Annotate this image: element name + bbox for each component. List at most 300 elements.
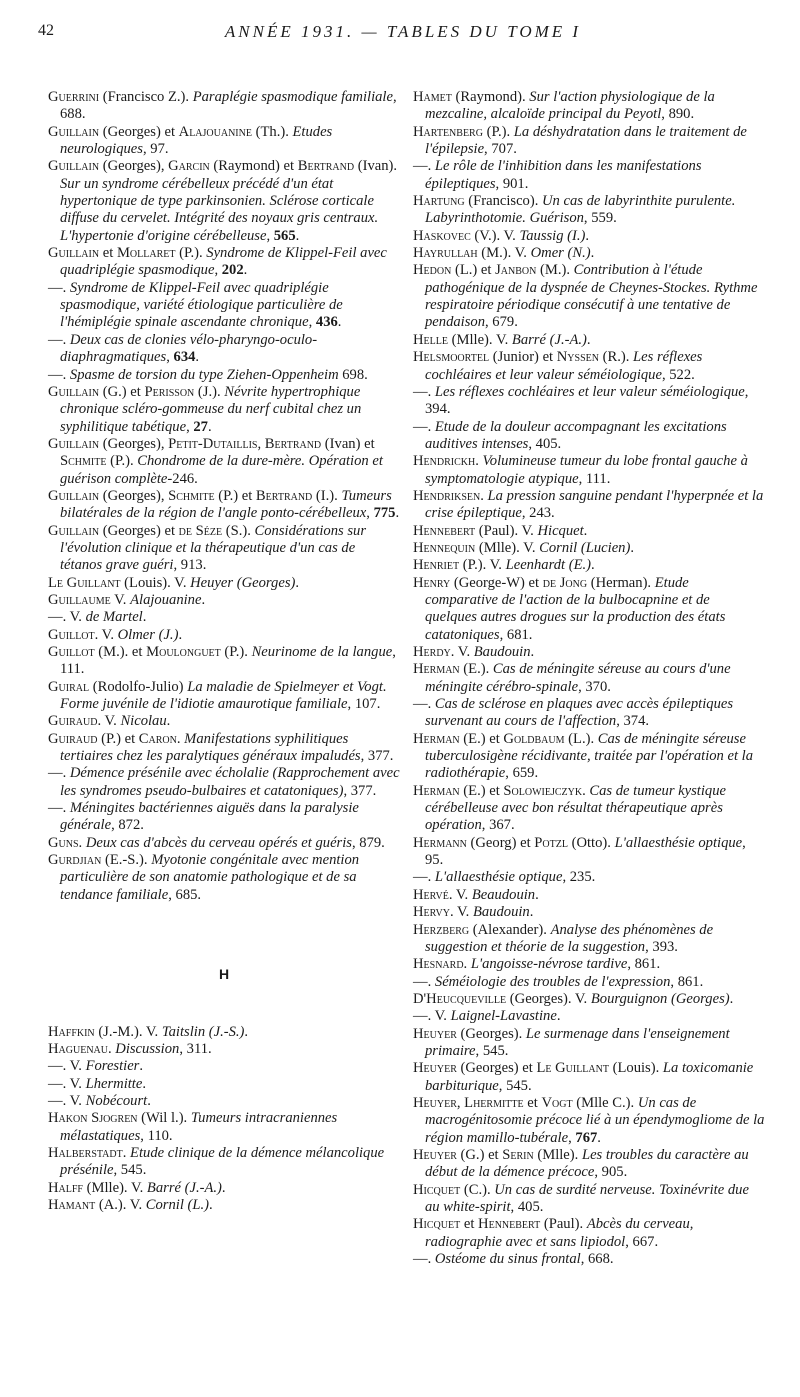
entry-author: Hesnard xyxy=(413,956,464,973)
index-entry xyxy=(48,609,400,626)
index-entry xyxy=(48,158,400,245)
entry-text: (Ivan) et xyxy=(321,435,375,452)
entry-text: , 394. xyxy=(425,383,749,418)
entry-text: . xyxy=(107,1040,116,1057)
entry-title: Discussion xyxy=(115,1040,180,1057)
index-entry xyxy=(413,1216,765,1251)
entry-author: Hendriksen xyxy=(413,487,481,504)
entry-title: Taitslin (J.-S.) xyxy=(161,1023,245,1040)
entry-author: Heuyer xyxy=(413,1094,457,1111)
entry-title: Etudes neurologiques xyxy=(60,123,333,158)
entry-title: Laignel-Lavastine xyxy=(450,1008,557,1025)
entry-title: Cas de sclérose en plaques avec accès épileptiques survenant au cours de l'affection xyxy=(425,696,734,730)
entry-text: et xyxy=(460,1216,479,1233)
entry-text: , 377. xyxy=(360,748,394,765)
entry-text: . xyxy=(201,591,206,608)
entry-title: Volumineuse tumeur du lobe frontal gauche à symptomatologie atypique xyxy=(425,453,748,487)
entry-text: (P.). xyxy=(482,123,514,140)
index-entry xyxy=(48,1058,400,1075)
entry-text: . xyxy=(463,956,471,973)
entry-author: Heuyer xyxy=(413,1060,457,1077)
entry-text: , 872. xyxy=(111,817,144,834)
entry-text: . xyxy=(590,245,595,262)
index-entry xyxy=(48,436,400,488)
entry-text: (E.) et xyxy=(459,730,504,747)
entry-text: . xyxy=(221,1179,226,1196)
entry-text: (Mlle). V. xyxy=(475,539,540,556)
entry-title: Alajouanine xyxy=(130,591,202,608)
entry-author: Gurdjian xyxy=(48,852,102,869)
entry-title: Cornil (Lucien) xyxy=(539,539,631,556)
entry-text: , 707. xyxy=(484,141,517,158)
index-entry xyxy=(413,453,765,488)
entry-author: Goldbaum xyxy=(503,730,565,747)
entry-text: (P.). xyxy=(220,644,252,660)
entry-text: (P.). V. xyxy=(459,557,506,574)
entry-text: (Georg) et xyxy=(466,834,535,851)
entry-text: . xyxy=(535,886,539,903)
entry-text: , 913. xyxy=(173,557,207,574)
entry-text: . xyxy=(243,262,248,279)
entry-title: Cornil (L.) xyxy=(145,1196,210,1213)
index-entry xyxy=(413,731,765,783)
entry-text: —. xyxy=(413,158,435,175)
entry-text: , 367. xyxy=(481,817,515,834)
entry-text: , xyxy=(568,1129,576,1146)
entry-title: L'allaesthésie optique xyxy=(614,834,743,851)
index-entry xyxy=(413,956,765,973)
entry-author: Guillain xyxy=(48,383,100,400)
entry-author: Hicquet xyxy=(413,1181,461,1198)
entry-text: . xyxy=(295,227,300,244)
index-entry xyxy=(413,1095,765,1147)
entry-page-bold: 27 xyxy=(193,418,208,435)
entry-text: , 235. xyxy=(562,869,596,886)
entry-text: , 393. xyxy=(645,938,678,955)
entry-text: (Georges), xyxy=(99,158,169,175)
entry-text: (P.). xyxy=(175,245,207,262)
entry-text: , xyxy=(366,505,374,522)
entry-title: Abcès du cerveau, radiographie avec et sans lipiodol xyxy=(425,1216,694,1250)
entry-page-bold: 634 xyxy=(173,349,196,366)
entry-title: La pression sanguine pendant l'hyperpnée et la crise épileptique xyxy=(425,487,764,522)
entry-text: . xyxy=(530,644,535,660)
index-entry xyxy=(48,575,400,592)
entry-title: Deux cas de clonies vélo-pharyngo-oculo-diaphragmatiques xyxy=(60,331,318,366)
entry-author: Bertrand xyxy=(255,487,313,504)
entry-page-bold: 436 xyxy=(315,314,338,331)
entry-text: (Th.). xyxy=(251,123,293,140)
index-entry xyxy=(48,280,400,332)
entry-text: , 545. xyxy=(113,1162,147,1179)
entry-text: (Otto). xyxy=(567,834,615,851)
entry-text: , 559. xyxy=(583,210,617,227)
entry-text: , 668. xyxy=(580,1251,614,1268)
index-entry xyxy=(48,1041,400,1058)
index-entry xyxy=(413,193,765,228)
entry-author: Herman xyxy=(413,661,460,678)
entry-text: , 901. xyxy=(495,175,529,192)
entry-text: , 374. xyxy=(616,713,650,730)
entry-text: . xyxy=(729,990,734,1007)
entry-title: Heuyer (Georges) xyxy=(190,574,296,591)
entry-author: Le Guillant xyxy=(536,1060,609,1077)
index-entry xyxy=(413,696,765,731)
entry-text: (A.). V. xyxy=(95,1196,146,1213)
entry-title: Olmer (J.) xyxy=(117,626,179,643)
entry-author: Janbon xyxy=(495,262,537,279)
entry-title: Deux cas d'abcès du cerveau opérés et guéris xyxy=(85,834,352,851)
entry-text: . xyxy=(630,539,634,556)
entry-author: Guillaume xyxy=(48,591,111,608)
entry-author: de Séze xyxy=(178,522,223,539)
index-entry xyxy=(413,228,765,245)
index-entry xyxy=(413,1147,765,1182)
index-entry xyxy=(413,887,765,904)
entry-page-bold: 775 xyxy=(373,505,396,522)
index-entry xyxy=(413,835,765,870)
page-number: 42 xyxy=(38,22,54,39)
entry-text: . xyxy=(295,574,300,591)
entry-author: Petit-Dutaillis xyxy=(168,435,258,452)
entry-text: —. xyxy=(48,765,70,782)
entry-author: Guillain xyxy=(48,245,100,262)
entry-title: Considérations sur l'évolution clinique et la thérapeutique d'un cas de tétanos grave guéri xyxy=(60,522,367,574)
entry-title: La toxicomanie barbiturique xyxy=(425,1060,754,1094)
entry-text: (Georges). xyxy=(456,1025,526,1042)
entry-author: Herzberg xyxy=(413,921,470,938)
index-entry xyxy=(48,1145,400,1180)
entry-text: (R.). xyxy=(598,349,634,366)
entry-author: Lhermitte xyxy=(464,1094,524,1111)
entry-text: , 879. xyxy=(351,834,385,851)
entry-text: . xyxy=(475,453,483,470)
entry-author: Hartung xyxy=(413,193,465,210)
entry-author: Hamant xyxy=(48,1196,96,1213)
entry-title: Ostéome du sinus frontal xyxy=(434,1251,581,1268)
entry-title: Sur un syndrome cérébelleux précédé d'un état hypertonique de type parkinsonien. Sclérose corticale diffuse du cervelet. Intégrité des noyaux gris centraux. L'hypertonie d'origine cérébelleuse xyxy=(60,175,379,244)
entry-author: Perisson xyxy=(144,383,195,400)
entry-text: , 688. xyxy=(60,89,397,123)
entry-title: Un cas de labyrinthite purulente. Labyrinthotomie. Guérison xyxy=(425,193,736,227)
entry-title: Séméiologie des troubles de l'expression xyxy=(434,973,671,990)
index-entry xyxy=(413,661,765,696)
entry-title: Omer (N.) xyxy=(530,245,591,262)
entry-text: , 545. xyxy=(498,1077,532,1094)
index-entry xyxy=(48,332,400,367)
entry-text: . xyxy=(583,522,588,539)
entry-text: (M.). V. xyxy=(477,245,531,262)
entry-text: . xyxy=(244,1023,249,1040)
entry-text: . xyxy=(591,557,595,574)
entry-text: , 685. xyxy=(168,886,202,903)
index-entry xyxy=(48,1093,400,1110)
entry-author: Guillain xyxy=(48,158,100,175)
entry-author: Hennebert xyxy=(413,522,476,539)
entry-author: Henriet xyxy=(413,557,460,574)
entry-title: Le surmenage dans l'enseignement primaire xyxy=(425,1025,730,1059)
entry-text: (Junior) et xyxy=(489,349,557,366)
entry-text: . xyxy=(166,713,171,730)
entry-text: (Francisco). xyxy=(464,193,543,210)
entry-text: . V. xyxy=(97,713,121,730)
index-entry xyxy=(413,922,765,957)
entry-text: (Raymond). xyxy=(451,89,530,105)
entry-text: , 95. xyxy=(425,834,746,869)
entry-author: Guerrini xyxy=(48,89,100,105)
entry-title: Etude de la douleur accompagnant les excitations auditives intenses xyxy=(425,418,727,452)
entry-text: (L.) et xyxy=(451,262,496,279)
entry-text: . xyxy=(142,609,147,626)
entry-text: , 890. xyxy=(661,106,695,123)
entry-text: (S.). xyxy=(222,522,255,539)
entry-author: Hicquet xyxy=(413,1216,461,1233)
entry-text: , 659. xyxy=(505,765,539,782)
entry-text: , 405. xyxy=(510,1199,544,1215)
entry-title: Lhermitte xyxy=(85,1075,143,1092)
entry-author: Hartenberg xyxy=(413,123,483,140)
entry-text: . xyxy=(337,314,342,331)
entry-title: L'angoisse-névrose tardive xyxy=(470,956,628,973)
entry-title: Bourguignon (Georges) xyxy=(590,990,730,1007)
entry-text: (Raymond) et xyxy=(209,158,298,175)
entry-author: Haguenau xyxy=(48,1040,108,1057)
entry-text: (G.) et xyxy=(99,383,145,400)
entry-author: D'Heucqueville xyxy=(413,990,507,1007)
index-entry xyxy=(413,1026,765,1061)
entry-author: Hakon Sjogren xyxy=(48,1110,138,1127)
entry-text: —. V. xyxy=(48,609,86,626)
entry-author: Guillot xyxy=(48,644,95,660)
entry-text: —. xyxy=(413,869,435,886)
entry-text: , 97. xyxy=(142,141,169,158)
entry-text: —. xyxy=(413,383,435,400)
entry-title: Les troubles du caractère au début de la démence précoce xyxy=(425,1146,749,1181)
index-entry xyxy=(48,1180,400,1197)
entry-text: . xyxy=(529,904,534,921)
index-entry xyxy=(413,991,765,1008)
entry-title: Syndrome de Klippel-Feil avec quadriplégie spasmodique, variété étiologique particulière de l'hémiplégie spinale ascendante chronique xyxy=(60,279,343,331)
entry-text: , xyxy=(186,418,194,435)
entries-h xyxy=(48,1024,400,1215)
entry-title: Myotonie congénitale avec mention particulière de son anatomie pathologique et de sa tendance familiale xyxy=(60,852,360,903)
entry-author: Caron xyxy=(138,730,177,747)
entry-text: . xyxy=(207,418,212,435)
index-entry xyxy=(48,592,400,609)
entry-text: —. xyxy=(48,366,70,383)
entry-author: Helsmoortel xyxy=(413,349,490,366)
entry-author: Guillain xyxy=(48,522,100,539)
entry-author: Vogt xyxy=(541,1094,573,1111)
entry-text: . xyxy=(556,1008,561,1025)
entry-text: , 107. xyxy=(347,696,381,713)
index-entry xyxy=(48,1024,400,1041)
entry-title: Barré (J.-A.) xyxy=(146,1179,222,1196)
entry-page-bold: 202 xyxy=(221,262,244,279)
entry-author: Haffkin xyxy=(48,1023,95,1040)
index-entry xyxy=(48,852,400,904)
entry-text: (P.) et xyxy=(97,730,139,747)
entry-title: Névrite hypertrophique chronique scléro-gommeuse du nerf cubital chez un syphilitique tabétique xyxy=(60,383,362,435)
entry-author: Guiraud xyxy=(48,730,98,747)
entry-title: Neurinome de la langue xyxy=(251,644,393,660)
entry-text: , 667. xyxy=(625,1233,659,1250)
entry-text: (I.). xyxy=(312,487,342,504)
entry-title: Le rôle de l'inhibition dans les manifestations épileptiques xyxy=(425,158,702,192)
entry-author: Hamet xyxy=(413,89,452,105)
entry-text: V. xyxy=(110,591,131,608)
entry-title: L'allaesthésie optique xyxy=(434,869,563,886)
entry-text: . V. xyxy=(449,904,473,921)
entry-author: Garcin xyxy=(168,158,210,175)
entry-text: (Georges), xyxy=(99,435,169,452)
entry-text: , 679. xyxy=(485,314,518,331)
entry-text: (E.) et xyxy=(459,782,504,799)
entry-text: —. V. xyxy=(48,1092,86,1109)
page-header xyxy=(38,22,768,46)
entry-text: (J.). xyxy=(194,383,225,400)
entry-author: de Jong xyxy=(542,574,588,591)
entry-text: (Francisco Z.). xyxy=(99,89,193,105)
entry-text: (Wil l.). xyxy=(137,1110,191,1127)
entry-title: Nobécourt xyxy=(85,1092,148,1109)
entry-text: (Herman). xyxy=(587,574,655,591)
left-column xyxy=(48,89,400,1214)
entry-author: Herman xyxy=(413,782,460,799)
entry-author: Halff xyxy=(48,1179,83,1196)
entries-right xyxy=(413,89,765,1268)
entry-text: , 905. xyxy=(594,1164,628,1181)
section-letter-h: H xyxy=(218,966,230,983)
entry-author: Guns xyxy=(48,834,79,851)
entry-text: (Mlle C.). xyxy=(572,1094,638,1111)
index-entry xyxy=(48,384,400,436)
entry-title: Analyse des phénomènes de suggestion et théorie de la suggestion xyxy=(425,921,714,955)
index-entry xyxy=(413,349,765,384)
entry-text: . xyxy=(395,505,400,522)
entry-title: Les réflexes cochléaires et leur valeur séméiologique xyxy=(425,349,703,383)
entry-text: , 405. xyxy=(528,435,562,452)
entry-author: Bertrand xyxy=(264,435,322,452)
entry-text: (Rodolfo-Julio) xyxy=(89,678,188,695)
entry-text: —. xyxy=(413,696,435,713)
index-entry xyxy=(413,904,765,921)
entry-title: Baudouin xyxy=(472,904,530,921)
entry-text: , 545. xyxy=(475,1042,509,1059)
entry-text: (Georges) et xyxy=(99,522,179,539)
index-entry xyxy=(48,1076,400,1093)
entry-text: —. xyxy=(413,973,435,990)
entry-author: Solowiejczyk xyxy=(503,782,583,799)
entry-text: (L.). xyxy=(564,730,598,747)
entry-author: Guillain xyxy=(48,123,100,140)
entry-author: Moulonguet xyxy=(146,644,221,660)
entry-text: et xyxy=(523,1094,542,1111)
entry-title: Hicquet xyxy=(537,522,584,539)
entry-title: Syndrome de Klippel-Feil avec quadriplégie spasmodique xyxy=(60,245,387,279)
entry-text: . xyxy=(597,1129,601,1146)
entry-text: (G.) et xyxy=(456,1146,503,1163)
index-entry xyxy=(413,245,765,262)
entry-text: (Georges). V. xyxy=(506,990,591,1007)
entry-author: Mollaret xyxy=(116,245,176,262)
entry-text: —. xyxy=(48,279,70,296)
entry-author: Hendrickh xyxy=(413,453,476,470)
entry-page-bold: 767 xyxy=(575,1129,598,1146)
entry-text: —. xyxy=(413,418,435,435)
entry-text: , 110. xyxy=(140,1127,173,1144)
entry-title: Taussig (I.) xyxy=(519,227,586,244)
entry-author: Hennebert xyxy=(478,1216,541,1233)
index-entry xyxy=(48,627,400,644)
entry-title: Paraplégie spasmodique familiale xyxy=(192,89,393,105)
entry-title: Etude clinique de la démence mélancolique présénile xyxy=(60,1144,385,1179)
entry-title: Les réflexes cochléaires et leur valeur séméiologique xyxy=(434,383,745,400)
entry-text: —. xyxy=(48,331,70,348)
index-entry xyxy=(413,158,765,193)
index-entry xyxy=(413,523,765,540)
entry-text: (M.). et xyxy=(94,644,147,660)
index-entry xyxy=(413,974,765,991)
entry-text: , 311. xyxy=(179,1040,212,1057)
entry-title: Barré (J.-A.) xyxy=(511,331,587,348)
entry-text: (E.-S.). xyxy=(101,852,152,869)
entry-title: Tumeurs intracraniennes mélastatiques xyxy=(60,1110,338,1144)
entry-text: —. xyxy=(413,1251,435,1268)
index-entry xyxy=(413,262,765,331)
entry-title: Sur l'action physiologique de la mezcaline, alcaloïde principal du Peyotl xyxy=(425,89,715,123)
entry-text: (Mlle). V. xyxy=(447,331,512,348)
entry-text: . V. xyxy=(94,626,118,643)
entry-text: —. V. xyxy=(48,1075,86,1092)
index-entry xyxy=(48,1197,400,1214)
entry-text: (Mlle). V. xyxy=(83,1179,147,1196)
running-title: ANNÉE 1931. — TABLES DU TOME I xyxy=(224,22,582,41)
entry-text: . xyxy=(122,1144,131,1161)
index-entry xyxy=(413,1060,765,1095)
entry-text: -246. xyxy=(167,470,198,487)
entry-text: , 681. xyxy=(499,626,533,643)
entry-author: Guillain xyxy=(48,435,100,452)
index-entry xyxy=(48,367,400,384)
entry-author: Herdy xyxy=(413,644,451,660)
entry-text: , xyxy=(166,349,174,366)
entry-text: . V. xyxy=(450,644,474,660)
entry-text: . xyxy=(147,1092,151,1109)
entry-title: Un cas de surdité nerveuse. Toxinévrite due au white-spirit xyxy=(425,1181,749,1215)
entry-author: Le Guillant xyxy=(48,574,121,591)
index-entry xyxy=(48,245,400,280)
entry-text: (Paul). V. xyxy=(475,522,538,539)
entry-title: Démence présénile avec écholalie (Rapprochement avec les syndromes pseudo-bulbaires et catatoniques) xyxy=(60,765,400,799)
index-entry xyxy=(413,384,765,419)
entry-text: (Louis). xyxy=(608,1060,663,1077)
right-column xyxy=(413,89,765,1268)
entry-author: Guillain xyxy=(48,487,100,504)
entry-title: Baudouin xyxy=(473,644,531,660)
entry-title: Tumeurs bilatérales de la région de l'angle ponto-cérébelleux xyxy=(60,487,392,522)
entry-text: . xyxy=(178,626,183,643)
index-entry xyxy=(48,679,400,714)
entry-text: —. xyxy=(48,800,70,817)
entry-text: (P.) et xyxy=(214,487,256,504)
entry-title: Un cas de macrogénitosomie précoce lié à un épendymogliome de la région mamillo-tubérale xyxy=(425,1094,765,1146)
entry-title: Méningites bactériennes aiguës dans la paralysie générale xyxy=(60,800,359,834)
entry-text: , 243. xyxy=(521,505,555,522)
index-entry xyxy=(48,1110,400,1145)
entry-text: —. V. xyxy=(413,1008,451,1025)
entry-text: . V. xyxy=(448,886,472,903)
